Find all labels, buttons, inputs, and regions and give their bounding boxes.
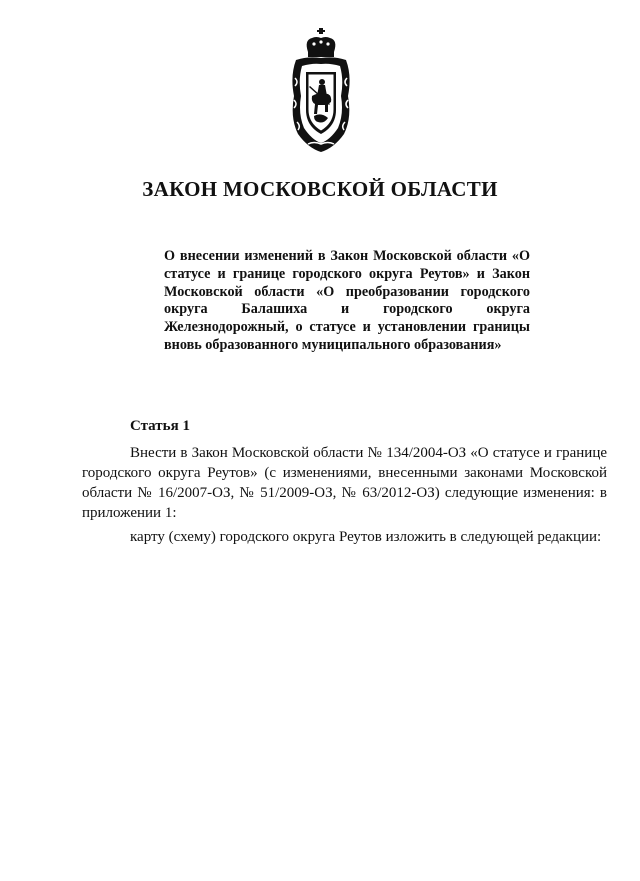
article-item: карту (схему) городского округа Реутов изложить в следующей редакции:: [130, 529, 602, 545]
moscow-oblast-coat-of-arms-icon: [288, 26, 354, 154]
law-title: ЗАКОН МОСКОВСКОЙ ОБЛАСТИ: [142, 177, 498, 201]
article-heading: Статья 1: [130, 418, 190, 434]
law-subtitle: О внесении изменений в Закон Московской области «О статусе и границе городского округа Реутов» и Закон Московской области «О преобразовании городского округа Балашиха и городского округа Железнодорожный, о статусе и установлении границы вновь образованного муниципального образования»: [164, 248, 530, 353]
article-paragraph: Внести в Закон Московской области № 134/2004-ОЗ «О статусе и границе городского округа Реутов» (с изменениями, внесенными законами Московской области № 16/2007-ОЗ, № 51/2009-ОЗ, № 63/2012-ОЗ) следующие изменения: в приложении 1:: [82, 445, 607, 521]
